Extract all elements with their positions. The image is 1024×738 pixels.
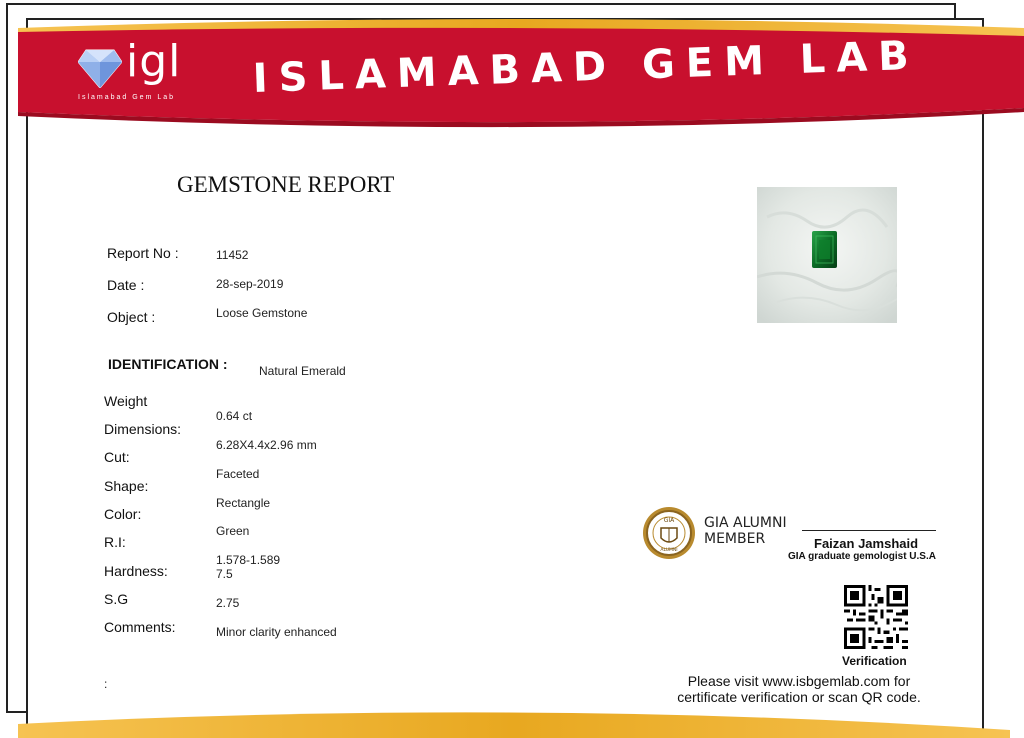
footer-banner bbox=[0, 700, 1024, 738]
gia-alumni-line1: GIA ALUMNI bbox=[704, 515, 787, 531]
identification-value: Natural Emerald bbox=[259, 364, 346, 378]
verification-label: Verification bbox=[842, 654, 907, 668]
property-label: Dimensions: bbox=[104, 421, 182, 437]
logo-subtitle: Islamabad Gem Lab bbox=[78, 94, 176, 101]
property-value: 6.28X4.4x2.96 mm bbox=[216, 438, 317, 452]
logo-text: igl bbox=[126, 36, 182, 87]
date-label: Date : bbox=[107, 277, 145, 293]
property-value: 0.64 ct bbox=[216, 409, 253, 423]
lab-name: ISLAMABAD GEM LAB bbox=[252, 32, 921, 102]
property-label: Comments: bbox=[104, 619, 176, 635]
property-label: Shape: bbox=[104, 478, 149, 494]
gemstone-photo bbox=[757, 187, 897, 323]
diamond-logo-icon bbox=[78, 48, 122, 88]
identification-label: IDENTIFICATION : bbox=[108, 356, 228, 372]
property-value: Faceted bbox=[216, 467, 260, 481]
property-value: Green bbox=[216, 524, 250, 538]
property-value: 2.75 bbox=[216, 596, 240, 610]
property-label: Hardness: bbox=[104, 563, 168, 579]
gia-alumni-line2: MEMBER bbox=[704, 531, 766, 547]
property-label: S.G bbox=[104, 591, 129, 607]
date-value: 28-sep-2019 bbox=[216, 277, 284, 291]
gia-seal-text: GIA bbox=[663, 517, 675, 524]
qr-code-icon[interactable] bbox=[844, 585, 908, 649]
property-value: 7.5 bbox=[216, 567, 233, 581]
signatory-name: Faizan Jamshaid bbox=[814, 536, 919, 551]
property-label: Color: bbox=[104, 506, 142, 522]
footer-colon: : bbox=[104, 677, 108, 691]
property-value: 1.578-1.589 bbox=[216, 553, 281, 567]
signatory-title: GIA graduate gemologist U.S.A bbox=[788, 551, 936, 562]
report-no-value: 11452 bbox=[216, 248, 249, 262]
signature-line bbox=[802, 530, 936, 531]
object-label: Object : bbox=[107, 309, 156, 325]
gia-alumni-text bbox=[704, 515, 787, 547]
verification-line2: certificate verification or scan QR code. bbox=[677, 689, 921, 705]
report-no-label: Report No : bbox=[107, 245, 179, 261]
property-value: Minor clarity enhanced bbox=[216, 625, 337, 639]
gia-alumni-seal-icon bbox=[642, 506, 696, 560]
property-label: Weight bbox=[104, 393, 148, 409]
property-label: Cut: bbox=[104, 449, 130, 465]
object-value: Loose Gemstone bbox=[216, 306, 308, 320]
report-title: GEMSTONE REPORT bbox=[177, 172, 395, 197]
property-label: R.I: bbox=[104, 534, 126, 550]
verification-instructions bbox=[664, 673, 934, 705]
gia-seal-subtext: ALUMNI bbox=[660, 548, 678, 553]
verification-line1: Please visit www.isbgemlab.com for bbox=[687, 673, 911, 689]
property-value: Rectangle bbox=[216, 496, 271, 510]
